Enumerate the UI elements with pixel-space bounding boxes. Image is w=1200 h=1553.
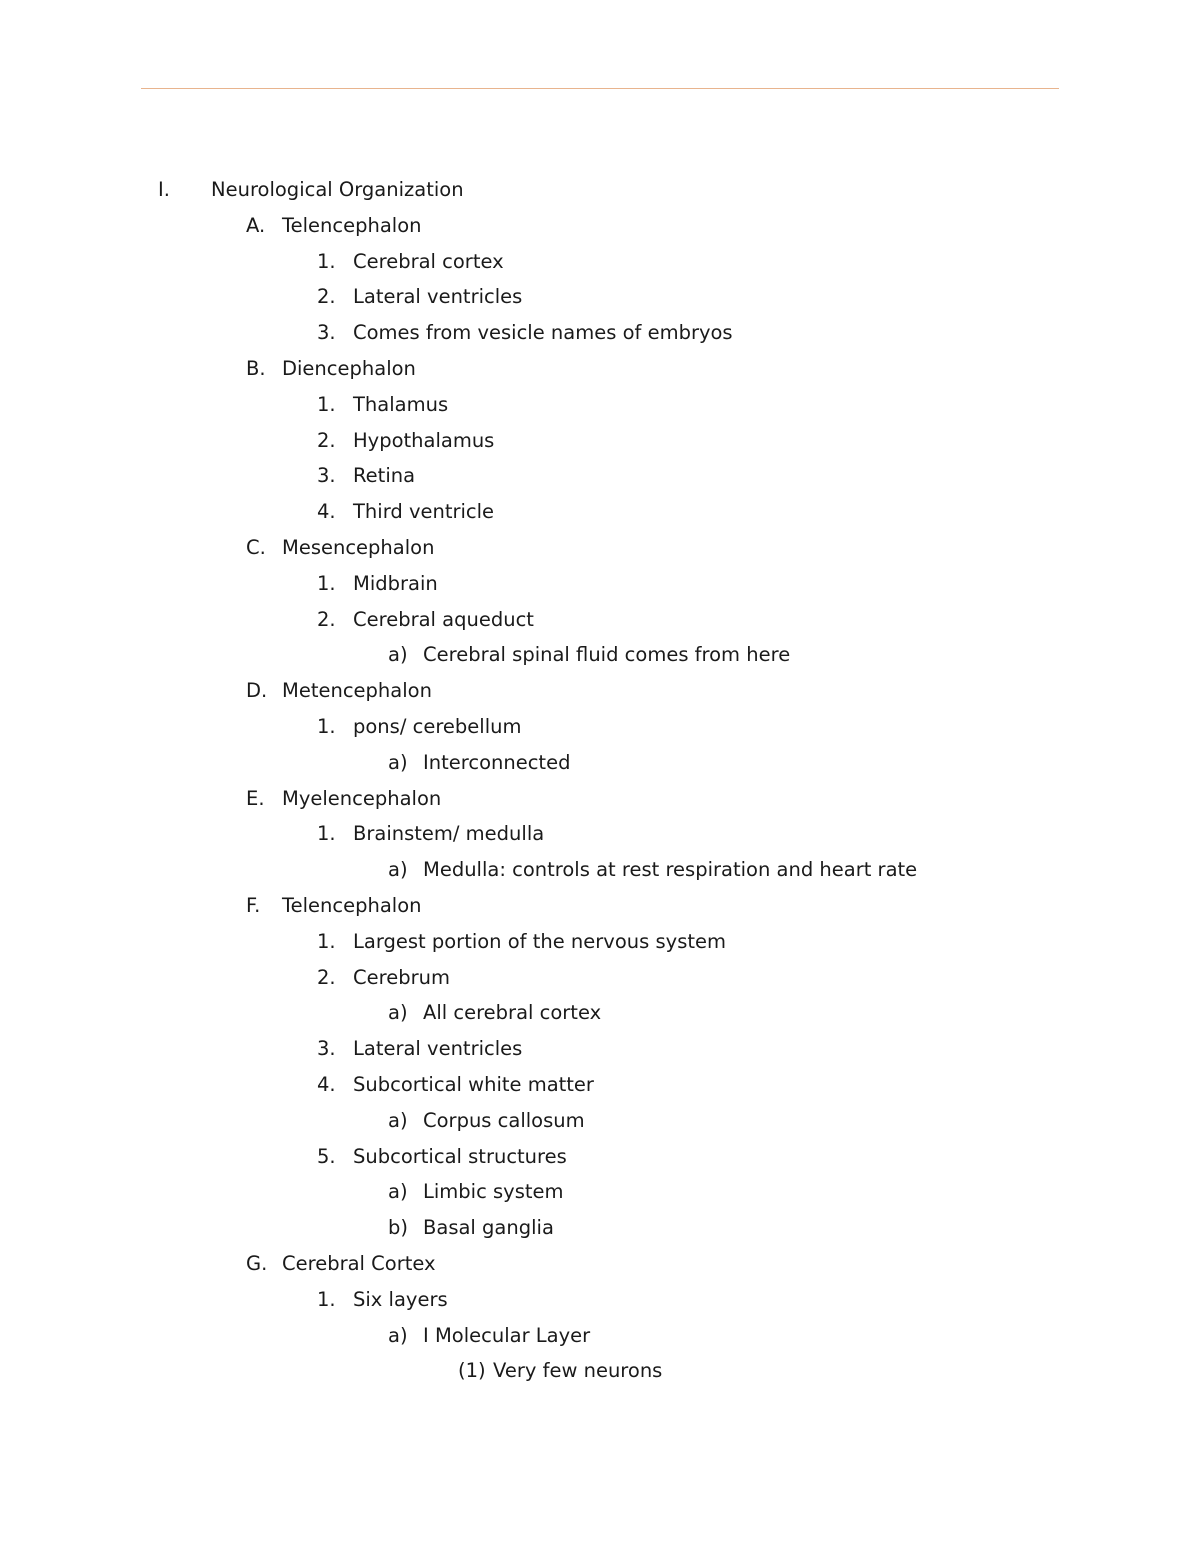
outline-marker: 3. bbox=[317, 464, 336, 488]
outline-marker: 2. bbox=[317, 607, 336, 631]
outline-text: All cerebral cortex bbox=[423, 1001, 602, 1025]
outline-text: I Molecular Layer bbox=[423, 1323, 591, 1347]
outline-item bbox=[0, 637, 1200, 673]
outline-text: Corpus callosum bbox=[423, 1108, 585, 1132]
outline-marker: D. bbox=[246, 679, 268, 703]
outline-text: Cerebral aqueduct bbox=[353, 607, 534, 631]
outline-marker: 1. bbox=[317, 822, 336, 846]
outline-text: Interconnected bbox=[423, 750, 571, 774]
outline-marker: 2. bbox=[317, 965, 336, 989]
outline-text: Limbic system bbox=[423, 1180, 564, 1204]
outline-text: pons/ cerebellum bbox=[353, 714, 522, 738]
outline-marker: 4. bbox=[317, 500, 336, 524]
outline-item bbox=[0, 1318, 1200, 1354]
outline-marker: a) bbox=[388, 643, 408, 667]
outline-item bbox=[0, 816, 1200, 852]
outline-text: Retina bbox=[353, 464, 416, 488]
outline-text: Lateral ventricles bbox=[353, 285, 523, 309]
outline-text: Hypothalamus bbox=[353, 428, 495, 452]
outline-text: Neurological Organization bbox=[211, 178, 464, 201]
outline-item bbox=[0, 172, 1200, 208]
outline-marker: 4. bbox=[317, 1072, 336, 1096]
outline-marker: 1. bbox=[317, 571, 336, 595]
outline-item bbox=[0, 960, 1200, 996]
outline-item bbox=[0, 315, 1200, 351]
outline-marker: 1. bbox=[317, 714, 336, 738]
outline-item bbox=[0, 208, 1200, 244]
outline-marker: a) bbox=[388, 1323, 408, 1347]
outline-text: Medulla: controls at rest respiration and heart rate bbox=[423, 858, 918, 882]
outline-item bbox=[0, 530, 1200, 566]
header-rule bbox=[141, 88, 1059, 89]
outline-text: Cerebral cortex bbox=[353, 249, 504, 273]
outline-text: Diencephalon bbox=[282, 356, 416, 380]
outline-text: Third ventricle bbox=[353, 500, 495, 524]
outline-item bbox=[0, 1353, 1200, 1389]
outline-item bbox=[0, 1210, 1200, 1246]
outline-text: Mesencephalon bbox=[282, 535, 435, 559]
outline-marker: C. bbox=[246, 535, 266, 559]
outline-item bbox=[0, 1139, 1200, 1175]
outline-item bbox=[0, 1246, 1200, 1282]
outline-text: Brainstem/ medulla bbox=[353, 822, 545, 846]
outline-item bbox=[0, 1282, 1200, 1318]
outline-text: Telencephalon bbox=[282, 213, 422, 237]
outline-text: Midbrain bbox=[353, 571, 438, 595]
outline-marker: a) bbox=[388, 1001, 408, 1025]
outline-item bbox=[0, 745, 1200, 781]
outline-marker: a) bbox=[388, 1108, 408, 1132]
outline-marker: 3. bbox=[317, 321, 336, 345]
outline-marker: I. bbox=[158, 178, 170, 201]
outline-item bbox=[0, 709, 1200, 745]
outline-text: Subcortical white matter bbox=[353, 1072, 594, 1096]
outline-text: Subcortical structures bbox=[353, 1144, 567, 1168]
outline-text: Comes from vesicle names of embryos bbox=[353, 321, 733, 345]
outline-text: Metencephalon bbox=[282, 679, 432, 703]
outline-text: Six layers bbox=[353, 1287, 448, 1311]
outline-marker: A. bbox=[246, 213, 266, 237]
outline-text: Myelencephalon bbox=[282, 786, 442, 810]
outline-marker: a) bbox=[388, 1180, 408, 1204]
outline-item bbox=[0, 602, 1200, 638]
outline-text: Cerebrum bbox=[353, 965, 450, 989]
outline-marker: 1. bbox=[317, 392, 336, 416]
outline-item bbox=[0, 566, 1200, 602]
outline-marker: F. bbox=[246, 893, 261, 917]
outline-text: Telencephalon bbox=[282, 893, 422, 917]
outline-item bbox=[0, 781, 1200, 817]
outline-item bbox=[0, 1067, 1200, 1103]
outline-text: Cerebral spinal fluid comes from here bbox=[423, 643, 791, 667]
outline-marker: 1. bbox=[317, 249, 336, 273]
outline-text: Very few neurons bbox=[493, 1359, 663, 1383]
document-outline bbox=[0, 172, 1200, 1389]
outline-marker: b) bbox=[388, 1216, 408, 1240]
outline-text: Basal ganglia bbox=[423, 1216, 554, 1240]
outline-item bbox=[0, 1103, 1200, 1139]
outline-marker: 5. bbox=[317, 1144, 336, 1168]
outline-item bbox=[0, 924, 1200, 960]
outline-marker: 2. bbox=[317, 428, 336, 452]
outline-text: Lateral ventricles bbox=[353, 1037, 523, 1061]
outline-marker: a) bbox=[388, 750, 408, 774]
outline-marker: G. bbox=[246, 1251, 268, 1275]
outline-item bbox=[0, 351, 1200, 387]
outline-marker: (1) bbox=[458, 1359, 486, 1383]
outline-item bbox=[0, 423, 1200, 459]
outline-text: Largest portion of the nervous system bbox=[353, 929, 726, 953]
outline-item bbox=[0, 244, 1200, 280]
outline-item bbox=[0, 494, 1200, 530]
outline-marker: E. bbox=[246, 786, 265, 810]
outline-marker: 3. bbox=[317, 1037, 336, 1061]
outline-item bbox=[0, 387, 1200, 423]
outline-marker: B. bbox=[246, 356, 266, 380]
outline-item bbox=[0, 1031, 1200, 1067]
outline-item bbox=[0, 852, 1200, 888]
outline-marker: 1. bbox=[317, 929, 336, 953]
outline-text: Cerebral Cortex bbox=[282, 1251, 436, 1275]
outline-item bbox=[0, 458, 1200, 494]
outline-item bbox=[0, 888, 1200, 924]
outline-item bbox=[0, 673, 1200, 709]
outline-item bbox=[0, 1174, 1200, 1210]
outline-marker: a) bbox=[388, 858, 408, 882]
outline-marker: 1. bbox=[317, 1287, 336, 1311]
outline-text: Thalamus bbox=[353, 392, 449, 416]
outline-item bbox=[0, 995, 1200, 1031]
outline-marker: 2. bbox=[317, 285, 336, 309]
outline-item bbox=[0, 279, 1200, 315]
